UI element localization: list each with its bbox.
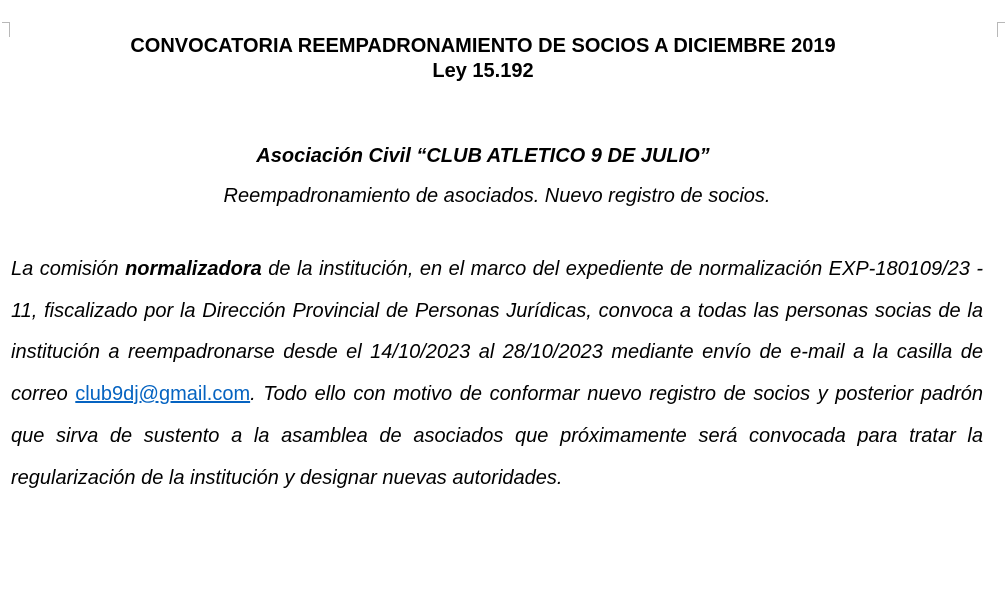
body-paragraph (11, 249, 983, 499)
email-link[interactable]: club9dj@gmail.com (75, 383, 251, 406)
body-text-part-3: . Todo ello con motivo de conformar nuevo registro de socios y posterior padrón que sirva de sustento a la asamblea de asociados que próximamente será convocada para tratar la regularización de la institución y designar nuevas autoridades. (11, 383, 983, 489)
organization-name: Asociación Civil “CLUB ATLETICO 9 DE JULIO” (256, 145, 710, 167)
title-line-2: Ley 15.192 (432, 60, 534, 82)
title-line-1: CONVOCATORIA REEMPADRONAMIENTO DE SOCIOS A DICIEMBRE 2019 (130, 35, 836, 57)
body-text-part-2: de la institución, en el marco del expediente de normalización EXP-180109/23 - 11, fiscalizado por la Dirección Provincial de Personas Jurídicas, convoca a todas las personas socias de la institución a reempadronarse desde el 14/10/2023 al 28/10/2023 mediante envío de e-mail a la casilla de correo (11, 258, 983, 406)
document-subtitle: Reempadronamiento de asociados. Nuevo registro de socios. (223, 185, 771, 207)
page-margin-mark-right (997, 22, 1005, 37)
document-title (0, 34, 966, 84)
body-text-bold: normalizadora (125, 258, 262, 280)
body-text-part-1: La comisión (11, 258, 126, 280)
